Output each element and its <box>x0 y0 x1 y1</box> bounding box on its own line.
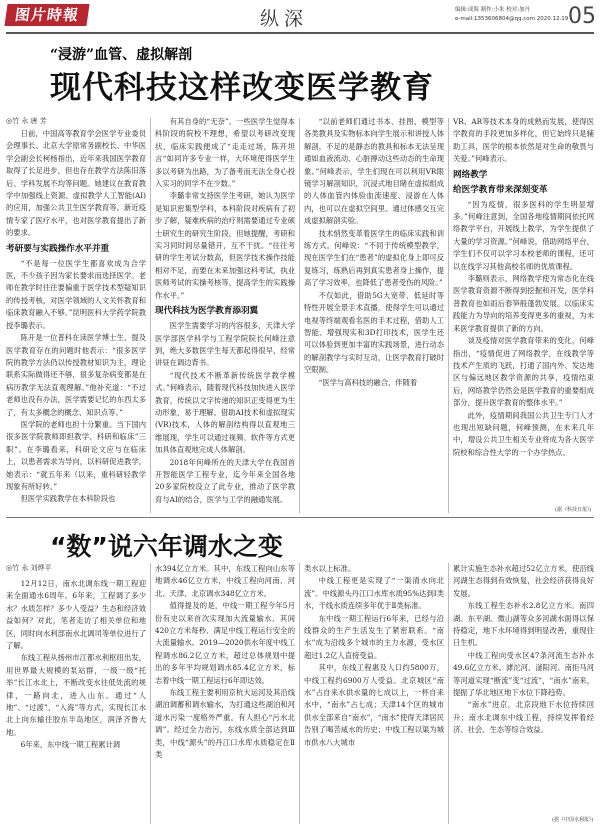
paragraph: 医学生需要学习的内容很多，天津大学医学部医学科学与工程学院院长何峰注意到，绝大多数医学生每天都起得很早，经常讲昼在调边背书。 <box>155 321 295 368</box>
paragraph: 中线工程向受水区47条河流生态补水49.6亿立方米。滹沱河、滏阳河、南拒马河等河道实现“断流”变“过流”，“南水”南来，提振了华北地区地下水位下降趋势。 <box>453 650 594 698</box>
masthead-rule <box>6 32 594 34</box>
newspaper-logo: 图片時報 <box>4 4 89 26</box>
article1-column-3 <box>304 116 444 513</box>
paragraph: 6年来，东中线一期工程累计调 <box>20 740 121 750</box>
paragraph: 12月12日，南水北调东线一期工程迎来全面通水6周年。6年来，工程调了多少水？水质怎样？多少人受益？生态和经济效益如何？对此，笔者走访了相关单位和地区，同时向水利部南水北调司等单位进行了了解。 <box>6 579 146 651</box>
subheading: 网络教学 <box>453 169 488 180</box>
article2-column-1 <box>6 578 146 824</box>
column-divider <box>448 563 449 824</box>
paragraph: 中线工程更是实现了“一渠清水向北流”。中线源头丹江口水库水质95%达到Ⅰ类水，干线水质连续多年优于Ⅱ类标准。 <box>304 576 444 611</box>
paragraph: 谈及疫情对医学教育带来的变化，何峰指出，“疫情促进了网络教学，在线教学等技术产生质的飞跃，打通了国内外、发达地区与偏远地区教学资源的共享，疫情结束后，网络教学仍然会是医学教育的重要组成部分，提升医学教育的整体水平。” <box>453 336 594 408</box>
paragraph: 水394亿立方米。其中，东线工程向山东等地调水46亿立方米，中线工程向河南、河北、天津、北京调水348亿立方米。 <box>155 564 295 598</box>
paragraph: 此外，疫情期间我国公共卫生专门人才也现出短缺问题，何峰预测，在未来几年中，增设公共卫生相关专业将成为各大医学院校和综合性大学的一个办学热点。 <box>453 410 594 457</box>
paragraph: “以前老师们通过书本、挂图、模型等各类教具及实物标本向学生展示和讲授人体解剖，不足的是静态的教具和标本无法呈现通如血液流动、心脏搏动这些动态的生命现象。”何峰表示，学生们现在可以利用VR眼镜学习解剖知识，沉浸式地目睹在虚拟组成的人体血管内体验血流速度、浸游在人体内，也可以在虚拟空间里、通过体感交互完成虚拟解剖实验。 <box>304 117 444 226</box>
paragraph: “不是每一位医学生都喜欢成为合学医，不少孩子因为家长要求而选择医学。老师在教学时往往要偏重于医学技术型疑知识的传授考核，对医学领域的人文关怀教育和临床教育融入不够。”昆明医科大学药学院教授李璐表示。 <box>6 258 146 330</box>
paragraph: “医学与高科技的融合，伴随着 <box>318 377 418 387</box>
subheading: 现代科技为医学教育添羽翼 <box>155 306 259 317</box>
paragraph: 值得提及的是，中线一期工程今年5月份有史以来首次实现加大流量输水、其间420立方米每秒、满足中线工程运行安全的大流量输水。2019—2020供水年度中线工程调水86.2亿立方米，超过总体规划中提出的多年平均规划调水85.4亿立方米，标志着中线一期工程运行6年即达效。 <box>155 601 295 685</box>
paragraph: VR、AR等技术本身的成熟而发展，使得医学教育的手段更加多样化，但它始终只是辅助工具，医学的根本依然是对生命的敬畏与关爱。”何峰表示。 <box>453 117 594 164</box>
article1-column-4 <box>453 116 594 504</box>
article-kicker: “浸游”血管、虚拟解剖 <box>50 47 193 63</box>
editorial-credits: 编辑:成海 制作:小朱 校对:加丹 <box>455 7 531 13</box>
paragraph: 但医学实践教学在本科阶段也 <box>20 494 116 504</box>
paragraph: 李璐则表示，网络教学使为常态化在线医学教育资源不断得到挖掘和开发，医学科普教育也如雨后春笋般蓬勃发展。以临床实践能力为导向的培养变得更多的重视，为未来医学教育提供了新的方向。 <box>453 274 594 333</box>
article2-headline: “数”说六年调水之变 <box>50 532 283 561</box>
paragraph: “南水”进京，北京段地下水位持续回升；南水北调东中线工程，持续发挥着经济、社会、生态等综合效益。 <box>453 700 594 735</box>
subheading: 给医学教育带来深刻变革 <box>453 184 548 195</box>
paragraph: 东线工程主要利用京杭大运河及其沿线湖泊调蓄和调水输水，为打通这些湖泊和河道水污染一度格外严重，有人担心“污水北调”。经过全力治污，东线水质全部达到Ⅲ类，中线“源头”的丹江口水库水质稳定在Ⅱ类 <box>155 688 295 760</box>
byline-text: ◎竹 永 唐 芳 <box>6 117 47 125</box>
paragraph: “现代技术不断革新传统医学教学模式。”何峰表示，随着现代科技加快进入医学教育，传统以文字传递的知识正变得更为生动形象、易于理解。借助AI技术和虚拟现实(VR)技术，人体的解剖结构得以直观地三维展现，学生可以通过视频、软件等方式更加具体直观地完成人体解剖。 <box>155 370 295 455</box>
paragraph: 技术悄然变革着医学生的临床实践和训练方式。何峰说：“不同于传统模型教学，现在医学生们在“患者”的虚拟化身上即可反复练习，练熟后再到真实患者身上操作，提高了学习效率，也降低了患者受伤的风险。” <box>304 228 444 288</box>
paragraph: 陈开是一位普科在读医学博士生，提及医学教育存在的问题时他表示：“很多医学院的教学方法仍以传授教材知识为主，理论联系实际做得还不够，很多复杂病变都是在病历教学无法直观理解。”他补充道：“不过老师也没有办法，医学需要记忆的东西太多了，有太多概念的概念、知识点等。” <box>6 333 146 417</box>
paragraph: 有其自身的“无奈”。一些医学生觉得本科阶段的院校不理想，希望以考研改变现状，临床实践便成了“走走过场，陈开坦言“如同许多专业一样，大环境使得医学生多以考研为出路，为了备考而无法全身心投入实习的同学不在少数。” <box>155 117 295 189</box>
paragraph: 其中，东线工程惠及人口约5800万，中线工程约6900万人受益。北京城区“南水”占自来水供水量的七成以上，一杯自来水中，“南水”占七成；天津14个区的城市供水全部来自“南水”，“南水”使得天津居民告别了喝苦咸水的历史；中线工程以渠为城市供水八大城市 <box>304 663 444 747</box>
masthead <box>0 0 600 33</box>
article2-column-4 <box>453 563 594 815</box>
source-note: (据《科技日报》) <box>555 507 592 513</box>
email-and-date: e-mail:1353606804@qq.com 2020.12.19 <box>455 16 569 22</box>
article2-column-3 <box>304 563 444 824</box>
editorial-info <box>455 6 568 24</box>
article-separator <box>6 517 594 518</box>
paragraph: 李璐非常支持医学生考研，她认为医学是知识密集型学科，本科阶段对疾病有了初步了解，疑难疾病的治疗则需要通过专业硕士研究生的研究生阶段，但她提醒，考研和实习同时间尽量错开，互不干扰。“往往考研的学生考试分数高，但医学技术操作技能相对不足，而要在未来加强这科考试，执业医师考试的实操考核等，提高学生的实践操作水平。” <box>155 191 295 300</box>
article1-column-1 <box>6 128 146 513</box>
paragraph: 累计实施生态补水超过52亿立方米，使沿线河湖生态得到有效恢复，社会经济获得良好发展。 <box>453 564 594 598</box>
paragraph: 类水以上标准。 <box>304 564 356 573</box>
source-note: (据《中国水利报》) <box>552 817 594 823</box>
column-divider <box>448 118 449 513</box>
paragraph: 东线工程从扬州市江都水利枢纽出发，用世界最大规模的泵站群，一级一级“托举”长江水北上，不断改变水往低处流的规律，一路向北，进入山东。通过“人地”、“过渡”、“入海”等方式，实现长江水北上向东输往胶东半岛地区，润泽齐鲁大地。 <box>6 653 146 737</box>
article1-column-2 <box>155 116 295 513</box>
paragraph: 东中线一期工程运行6年来，已经与沿线群众的生产生活发生了紧密联系。“南水”成为沿线多个城市的主力水源，受水区超过1.2亿人直接受益。 <box>304 613 444 660</box>
column-divider <box>150 563 151 824</box>
article2-column-2 <box>155 563 295 824</box>
column-divider <box>299 563 300 824</box>
section-title: 纵深 <box>260 8 309 30</box>
article2-byline <box>6 563 52 573</box>
subheading: 考研要与实践操作水平并重 <box>6 243 110 254</box>
column-divider <box>299 118 300 513</box>
article-headline: 现代科技这样改变医学教育 <box>50 70 434 106</box>
paragraph: 2018年何峰所在的天津大学在我国首开智能医学工程专业，迄今年来全国各地20多家院校设立了此专业，推动了医学教育与AI的结合，医学与工学的融通发展。 <box>155 457 295 504</box>
article-byline <box>6 116 47 126</box>
page-number: 05 <box>568 4 596 29</box>
paragraph: “因为疫情，很多医科的学生明显增多。”何峰注意到，全国各地疫情期间依托网络教学平台，开展线上教学，为学生提供了大量的学习资源。”何峰说，借助网络平台，学生们不仅可以学习本校老师的课程，还可以在线学习其他高校名师的优质课程。 <box>453 199 594 271</box>
paragraph: 日前，中国高等教育学会医学专业委员会理事长、北京大学原常务副校长、中华医学会副会长柯杨指出，近年来我国医学教育取得了长足进步，但也存在教学方法陈旧落后、学科发展不均等问题。她建议在教育教学中加强线上资源、虚拟教学人工智能(AI)的应用，加强公共卫生医学教育等。新近疫情专家了医疗水平，也对医学教育提出了新的要求。 <box>6 129 146 238</box>
paragraph: 不仅如此，借助5G大宽带、低延时等特性开展全景手术直播，使得学生可以通过电视等终端观看名医的手术过程，借助人工智能、增强现实和3D打印技术，医学生还可以体验到更加丰富的实践场景，进行动态的解剖教学与实时互动，让医学教育打破时空限制。 <box>304 290 444 375</box>
column-divider <box>150 118 151 513</box>
paragraph: 医学院的老师也担十分繁重。当下国内很多医学院教师即担教学、科研和临床”三职”。在李璐看来，科研论文应与在临床上，以患者需求为导向，以科研促进教学。她表示：“就五年来（以来，重科研轻教学现象有所好转。” <box>6 419 146 491</box>
paragraph: 东线工程生态补水2.8亿立方米。南四湖、东平湖、微山湖等众多河湖水面得以保持稳定，地下水环境得到明显改善，重现往日生机。 <box>453 601 594 648</box>
byline-text: ◎竹 永 刘烨平 <box>6 564 52 572</box>
